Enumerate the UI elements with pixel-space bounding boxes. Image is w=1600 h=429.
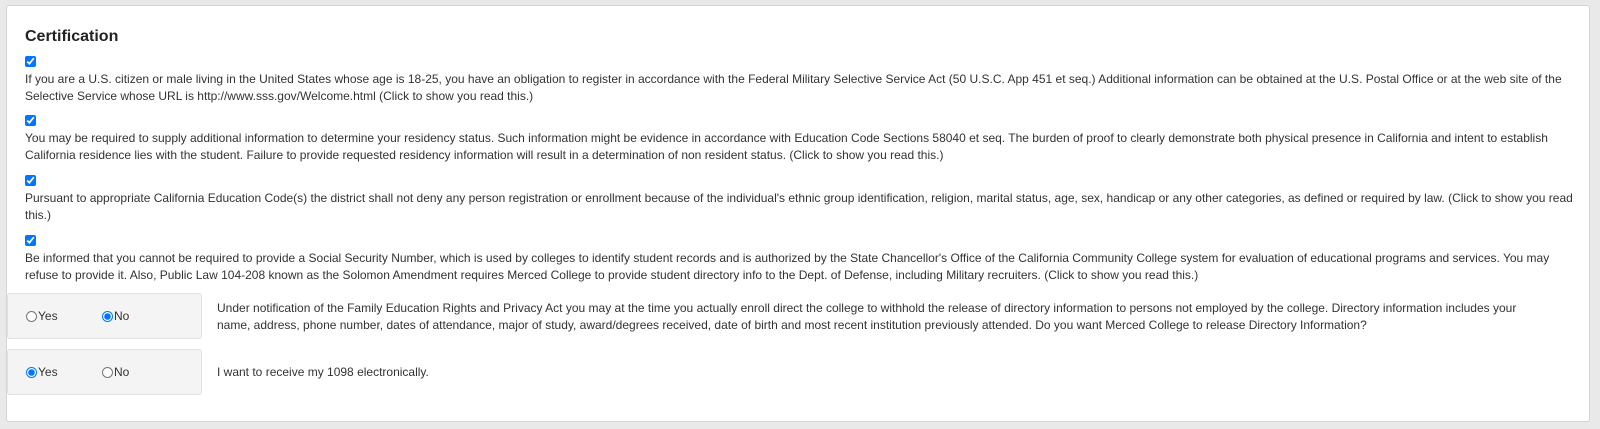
certification-item-nondiscrimination <box>25 175 1573 224</box>
no-option[interactable] <box>102 365 129 379</box>
form-1098-question <box>7 349 1591 397</box>
directory-info-question <box>7 293 1591 341</box>
yes-label: Yes <box>38 365 58 379</box>
section-title: Certification <box>25 28 119 45</box>
certification-text[interactable]: Pursuant to appropriate California Education Code(s) the district shall not deny any person registration or enrollment because of the individual's ethnic group identification, religion, marital status, age, sex, handicap or any other categories, as defined or required by law. (Click to show you read this.) <box>25 191 1573 222</box>
certification-text[interactable]: If you are a U.S. citizen or male living in the United States whose age is 18-25, you have an obligation to register in accordance with the Federal Military Selective Service Act (50 U.S.C. App 451 et seq.) Additional information can be obtained at the U.S. Postal Office or at the web site of the Selective Service whose URL is http://www.sss.gov/Welcome.html (Click to show you read this.) <box>25 72 1562 103</box>
certification-text[interactable]: Be informed that you cannot be required to provide a Social Security Number, which is used by colleges to identify student records and is authorized by the State Chancellor's Office of the California Community College system for evaluation of educational programs and services. You may refuse to provide it. Also, Public Law 104-208 known as the Solomon Amendment requires Merced College to provide student directory info to the Dept. of Defense, including Military recruiters. (Click to show you read this.) <box>25 251 1550 282</box>
question-text: I want to receive my 1098 electronically. <box>217 365 429 379</box>
certification-checkbox[interactable] <box>25 175 36 186</box>
no-radio[interactable] <box>102 311 113 322</box>
no-radio[interactable] <box>102 367 113 378</box>
yes-option[interactable] <box>26 309 58 323</box>
yes-radio[interactable] <box>26 311 37 322</box>
question-text: Under notification of the Family Education Rights and Privacy Act you may at the time you actually enroll direct the college to withhold the release of directory information to persons not employed by the college. Directory information includes your name, address, phone number, dates of attendance, major of study, award/degrees received, date of birth and most recent institution previously attended. Do you want Merced College to release Directory Information? <box>217 301 1517 332</box>
certification-text[interactable]: You may be required to supply additional information to determine your residency status. Such information might be evidence in accordance with Education Code Sections 58040 et seq. The burden of proof to clearly demonstrate both physical presence in California and intent to establish California residence lies with the student. Failure to provide requested residency information will result in a determination of non resident status. (Click to show you read this.) <box>25 131 1548 162</box>
no-label: No <box>114 365 130 379</box>
yes-label: Yes <box>38 309 58 323</box>
certification-panel <box>6 5 1590 422</box>
no-option[interactable] <box>102 309 129 323</box>
certification-item-ssn <box>25 235 1573 284</box>
certification-item-residency <box>25 115 1573 164</box>
certification-checkbox[interactable] <box>25 115 36 126</box>
certification-checkbox[interactable] <box>25 56 36 67</box>
yes-radio[interactable] <box>26 367 37 378</box>
no-label: No <box>114 309 130 323</box>
radio-group <box>7 349 202 395</box>
radio-group <box>7 293 202 339</box>
certification-checkbox[interactable] <box>25 235 36 246</box>
certification-item-selective-service <box>25 56 1573 105</box>
yes-option[interactable] <box>26 365 58 379</box>
